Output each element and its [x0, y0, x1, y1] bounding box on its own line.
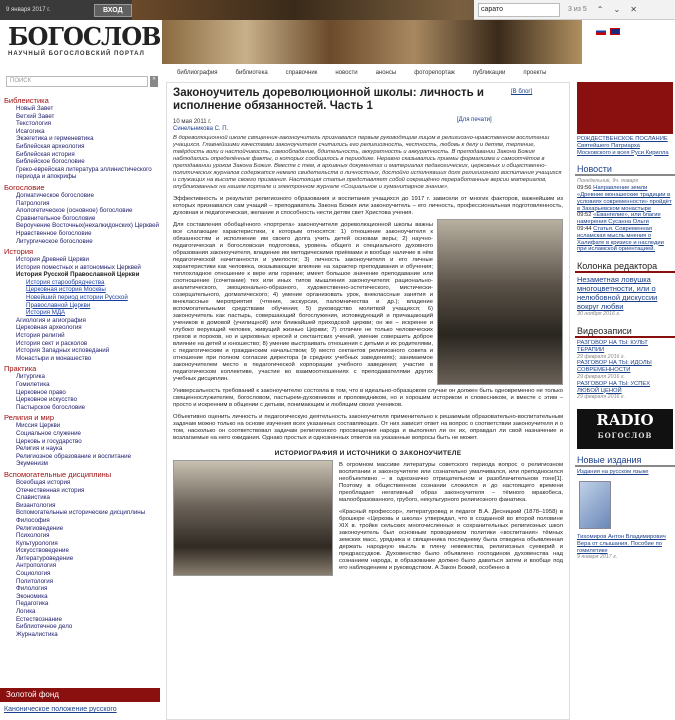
sidebar-item[interactable]: Экономика: [16, 592, 48, 600]
search-button[interactable]: »: [150, 76, 158, 87]
nav-item[interactable]: библиотека: [235, 70, 268, 76]
video-list: [575, 338, 675, 403]
sidebar-item[interactable]: Апологетическое (основное) богословие: [16, 207, 133, 215]
sidebar-item[interactable]: Всеобщая история: [16, 478, 71, 486]
find-close-icon[interactable]: ✕: [630, 5, 637, 14]
site-header: [0, 20, 675, 64]
sidebar-item[interactable]: Библейская археология: [16, 142, 85, 150]
sidebar-item[interactable]: Византология: [16, 501, 56, 509]
video-link[interactable]: РАЗГОВОР НА ТЫ: УСПЕХ ЛЮБОЙ ЦЕНОЙ: [577, 380, 651, 394]
sidebar-item[interactable]: Религия и наука: [16, 445, 63, 453]
article-paragraph: Для составления обобщённого «портрета» законоучителя дореволюционной школы важны все слагающие характеристики, к которым относятся: 1) отношение законоучителя к обязанностям и исполнение им своего долга учить детей основам веры; 2) научно-педагогическая и богословская подготовка, уровень общего и специального духовного образования законоучителя, владение им методическими приёмами и вообще наличие в нём педагогической начитанности и умелости; 3) личность законоучителя и его личные характеристики как человека, оказывающие влияние на характер преподавания и обучения; теплохладное отношение к вере или горение; имеет большое значение преподавание или соотношение (сочетание) тех или иных типов мышления законоучителя: рационально-аналитического, эмоционально-образного, художественно-эстетического, мистически-созерцательного, догматического; 4) умение организовать урок, внеклассные занятия и внеклассные мероприятия (чтения, экскурсии, паломничества и др.); владение вспомогательными средствами обучения; 5) руководство молитвой учащихся; 6) законоучитель как пастырь, совершающий богослужения, исповедующий и причащающий учеников в домовой (училищной) или ближайшей приходской церкви; он же – искренне и глубоко верующий человек, живущий жизнью Церкви; 7) отличие не только человеческих грехов и пороков, но и церковных ересей и сектантских учений, умение совершить доброе влияние на детей и юношество; 8) умение выстраивать отношения с детьми и их родителями, с педагогическим и гражданским начальством; 9) место сектантов религиозного совета и отношение при полном согласии директора (в средних учебных заведениях); занимаемое законоучителем место в педагогической корпорации учебного заведения; участие в педагогическом коллективе, участие во взаимоотношениях с преподавателями других учебных дисциплин.: [173, 222, 433, 382]
find-down-icon[interactable]: ⌄: [613, 5, 621, 14]
editor-column-list: [575, 273, 675, 320]
patriarch-photo[interactable]: [577, 82, 673, 134]
video-date: 29 февраля 2016 г.: [577, 353, 626, 360]
news-link[interactable]: Направление земли «Древние монашеские традиции в условиях современности» пройдёт в Захарьевском монастыре: [577, 185, 672, 212]
sidebar-item[interactable]: Нравственное богословие: [16, 229, 92, 237]
video-link[interactable]: РАЗГОВОР НА ТЫ: ИДОЛЫ СОВРЕМЕННОСТИ: [577, 360, 652, 374]
book-date: 9 января 2017 г.: [577, 554, 618, 561]
sidebar-section-heading[interactable]: Вспомогательные дисциплины: [4, 469, 112, 479]
nav-item[interactable]: библиография: [177, 70, 218, 76]
sidebar-subitem[interactable]: Церковная история Москвы: [26, 286, 106, 294]
sidebar-item[interactable]: Литургическое богословие: [16, 237, 93, 245]
sidebar-item[interactable]: Вспомогательные исторические дисциплины: [16, 509, 146, 517]
article-paragraph: «Красный профессор», литературовед и педагог В.А. Десницкий (1878–1958) в брошюре «Церковь и школа» утверждал, что в созданной во второй половине XIX в. тройке сельских многочисленных и сохранительных религиозных школ законоучитель был основным проводником политики «воспитания» тёмных земских масс, урядника и священника последнему была отведена объявленная держать народную мысль в плену невежества, религиозных суеверий и предрассудков. Духовенство было объявлено господином духовенства над сознанием народа, в образование должно было даваться затем и вообще под его наблюдением и руководством. А Закон Божий, особенно в: [339, 509, 563, 571]
blog-link[interactable]: [В блог]: [511, 89, 533, 95]
current-date: 9 января 2017 г.: [6, 7, 51, 13]
sidebar-item[interactable]: Сравнительное богословие: [16, 214, 96, 222]
sidebar-item[interactable]: Церковное право: [16, 388, 66, 396]
sidebar-item[interactable]: Вероучение Восточных(нехалкидонских) Церквей: [16, 222, 159, 230]
column-link[interactable]: Незаметная ловушка многоцветности, или о нелюбовной дискуссии вокруг любви: [577, 275, 658, 312]
sidebar-item[interactable]: Агиология и агиография: [16, 316, 86, 324]
article-paragraph: Эффективность и результат религиозного образования и воспитания учащихся до 1917 г. зависели от многих факторов, важнейшим из которых признавался сам учащий – преподаватель Закона Божия или законоучитель – его личность, профессиональная подготовленность, духовная и педагогическая, желание и способность нести детям свет Христова учения.: [173, 196, 563, 216]
nav-item[interactable]: проекты: [523, 70, 547, 76]
nav-item[interactable]: анонсы: [375, 70, 397, 76]
sidebar-item[interactable]: Догматическое богословие: [16, 191, 94, 199]
login-button[interactable]: ВХОД: [94, 4, 132, 17]
sidebar-item[interactable]: Психология: [16, 532, 50, 540]
sidebar-section-heading[interactable]: Религия и мир: [4, 413, 55, 423]
sidebar-item[interactable]: Отечественная история: [16, 486, 85, 494]
site-tagline: НАУЧНЫЙ БОГОСЛОВСКИЙ ПОРТАЛ: [8, 51, 145, 57]
section-heading: ИСТОРИОГРАФИЯ И ИСТОЧНИКИ О ЗАКОНОУЧИТЕЛЕ: [274, 450, 462, 457]
browser-find-bar: [474, 0, 675, 20]
book-cover-image[interactable]: [579, 481, 611, 529]
new-editions-heading[interactable]: Новые издания: [575, 455, 675, 467]
sidebar-item[interactable]: Ветхий Завет: [16, 112, 55, 120]
find-up-icon[interactable]: ⌃: [596, 5, 604, 14]
news-time: 09:52: [577, 212, 592, 219]
site-logo[interactable]: БОГОСЛОВ: [8, 22, 161, 51]
nav-item[interactable]: публикации: [472, 70, 506, 76]
videos-heading[interactable]: Видеозаписи: [575, 326, 675, 338]
patriarch-message-link[interactable]: РОЖДЕСТВЕНСКОЕ ПОСЛАНИЕ Святейшего Патриарха Московского и всея Руси Кирилла: [577, 136, 669, 156]
sidebar-item[interactable]: Религиоведение: [16, 524, 64, 532]
video-date: 29 февраля 2016 г.: [577, 394, 626, 401]
search-input[interactable]: ПОИСК: [6, 76, 148, 87]
sidebar-item[interactable]: История поместных и автономных Церквей: [16, 263, 141, 271]
sidebar-item[interactable]: Текстология: [16, 120, 51, 128]
sidebar-item[interactable]: Литературоведение: [16, 554, 74, 562]
sidebar-subitem[interactable]: История старообрядчества: [26, 278, 105, 286]
sidebar-section-heading[interactable]: История: [4, 247, 34, 257]
header-banner-image: [162, 20, 582, 64]
sidebar-item[interactable]: Библейская история: [16, 150, 75, 158]
news-date: Понедельник, 9ч. января: [577, 178, 639, 185]
find-input[interactable]: сарато: [478, 3, 560, 17]
radio-banner[interactable]: RADIO БОГОСЛОВ: [577, 409, 673, 449]
nav-item[interactable]: новости: [335, 70, 358, 76]
sidebar-item[interactable]: Культурология: [16, 539, 58, 547]
sidebar-item[interactable]: Миссия Церкви: [16, 422, 61, 430]
news-link[interactable]: «Евангелие», или благие намерения Сусанна Ольги: [577, 212, 661, 226]
news-heading[interactable]: Новости: [575, 164, 675, 176]
sidebar-item[interactable]: Политология: [16, 577, 54, 585]
news-list: [575, 176, 675, 255]
sidebar-item[interactable]: Антропология: [16, 562, 57, 570]
sidebar-item[interactable]: Славистика: [16, 494, 50, 502]
video-link[interactable]: РАЗГОВОР НА ТЫ: КУЛЬТ ТЕРАПИИ: [577, 339, 648, 353]
sidebar-item[interactable]: Исагогика: [16, 127, 45, 135]
historical-photo-image: [173, 460, 333, 576]
sidebar-item[interactable]: Гомилетика: [16, 381, 50, 388]
sidebar-item[interactable]: Социология: [16, 570, 51, 578]
sidebar-item[interactable]: Социальное служение: [16, 429, 81, 437]
news-link[interactable]: Статья. Современная исламская мысль мнения о Халифате в кризисе и наследии при исламской ориентацией.: [577, 225, 664, 253]
sidebar-item-active[interactable]: История Русской Православной Церкви: [16, 271, 140, 279]
article-abstract: В дореволюционной школе священник-законоучитель признавался первым руководящим лицом в религиозно-нравственном воспитании учащихся. Главнейшими качествами законоучителя считались его религиозность, честность, любовь к делу и детям, терпение, твёрдость воли и настойчивость, самообладание, бдительность, аккуратность и аккуратность. В преподавании Закона Божия наблюдались определённые факты, о которых сообщалось в периодике. Неравно сказывались приемы формализма и самоотчётов в преподавании уроков Закона Божия. Вместе с тем, в архивных документах и материалах педагогических, церковных и общественно-политических журналов содержатся немало свидетельств о личностных, достойно исполнявших долг религиозного воспитания учащихся и служащих на высоте своего призвания. Настоящая статья представляет собой сокращённо переработанные версии материалов, опубликованных на нашем портале и электронном журнале «Социальное и гуманитарное знание».: [173, 135, 562, 190]
column-date: 30 ноября 2016 г.: [577, 311, 621, 318]
sidebar-item[interactable]: Литургика: [16, 373, 45, 381]
sidebar-section-heading[interactable]: Библеистика: [4, 96, 49, 105]
sidebar-item[interactable]: Искусствоведение: [16, 547, 69, 555]
sidebar: [4, 94, 160, 684]
article-author[interactable]: Синельникова С. П.: [173, 126, 229, 132]
sidebar-item[interactable]: Экуменизм: [16, 460, 48, 468]
sidebar-section-heading[interactable]: Практика: [4, 364, 37, 374]
priest-portrait-image: [437, 219, 563, 385]
nav-item[interactable]: фоторепортаж: [414, 70, 455, 76]
sidebar-item[interactable]: Философия: [16, 516, 50, 524]
gold-fund-heading: Золотой фонд: [0, 688, 160, 702]
article-paragraph: Универсальность требований к законоучителю состояла в том, что в идеально-образцовом случае он должен быть одновременно не только священнослужителем, богословом, пастырем-духовником и проповедником, но и хорошим историком и словесником, и вместе с этим – просто и искренним в общении с детьми, понимающим и любящим своих учеников.: [173, 388, 563, 408]
language-flags: [596, 28, 620, 35]
sidebar-item[interactable]: Монастыри и монашество: [16, 354, 92, 362]
sidebar-subitem[interactable]: История МДА: [26, 309, 66, 317]
article-date: 10 мая 2011 г.: [173, 119, 212, 125]
article-title: Законоучитель дореволюционной школы: личность и исполнение обязанностей. Часть 1: [173, 87, 484, 112]
sidebar-item[interactable]: Пастырское богословие: [16, 403, 86, 411]
sidebar-item[interactable]: История сект и расколов: [16, 339, 88, 347]
book-author[interactable]: Тихомиров Антон Владимирович: [577, 533, 666, 540]
flag-uk-icon[interactable]: [610, 28, 620, 35]
sidebar-item[interactable]: Церковное искусство: [16, 396, 78, 404]
gold-fund-link[interactable]: Каноническое положение русского: [4, 706, 117, 713]
sidebar-item[interactable]: Греко-еврейская литература эллинистического периода и апокрифы: [16, 165, 152, 181]
sidebar-item[interactable]: Библиотечное дело: [16, 623, 73, 631]
sidebar-item[interactable]: Педагогика: [16, 600, 49, 608]
video-date: 29 февраля 2016 г.: [577, 373, 626, 380]
sidebar-item[interactable]: Церковь и государство: [16, 437, 82, 445]
sidebar-item[interactable]: Естествознание: [16, 615, 62, 623]
main-nav: [162, 66, 582, 80]
sidebar-section-heading[interactable]: Богословие: [4, 182, 45, 192]
sidebar-item[interactable]: История Западных исповеданий: [16, 347, 110, 355]
sidebar-item[interactable]: История религий: [16, 332, 65, 340]
editor-column-heading[interactable]: Колонка редактора: [575, 261, 675, 273]
sidebar-item[interactable]: История Древней Церкви: [16, 256, 90, 264]
sidebar-item[interactable]: Патрология: [16, 199, 50, 207]
right-sidebar: [575, 82, 675, 720]
nav-item[interactable]: справочник: [285, 70, 318, 76]
sidebar-item[interactable]: Экзегетика и герменевтика: [16, 135, 94, 143]
news-item: [577, 212, 673, 226]
sidebar-subitem[interactable]: Новейший период истории Русской Православной Церкви: [26, 294, 128, 309]
book-title[interactable]: Вера от слышания. Пособие по гомилетике: [577, 540, 662, 554]
sidebar-item[interactable]: Логика: [16, 608, 36, 616]
article-main: [166, 82, 570, 720]
sidebar-item[interactable]: Новый Завет: [16, 105, 54, 112]
sidebar-item[interactable]: Религиозное образование и воспитание: [16, 452, 132, 460]
news-time: 09:44: [577, 225, 592, 232]
article-paragraph: В огромном массиве литературы советского периода вопрос о религиозном воспитании и законоучителе или сознательно умалчивался, или преподносился необъективно – в однозначно отрицательном и разоблачительном тоне[1]. Поэтому в общественном сознании сложился и до настоящего времени преобладает негативный образ законоучителя – тёмного мракобеса, малообразованного, грубого, некультурного религиозного фанатика.: [339, 462, 563, 503]
sidebar-item[interactable]: Филология: [16, 585, 48, 593]
print-link[interactable]: [Для печати]: [457, 117, 492, 123]
find-count: 3 из 5: [568, 6, 587, 13]
sidebar-item[interactable]: Журналистика: [16, 630, 58, 638]
news-time: 09:56: [577, 185, 592, 192]
flag-russia-icon[interactable]: [596, 28, 606, 35]
news-item: [577, 185, 673, 212]
sidebar-item[interactable]: Библейское богословие: [16, 158, 85, 166]
article-paragraph: Объективно оценить личность и педагогическую деятельность законоучителя применительно к решаемым образовательно-воспитательным задачам можно только на основе изучения всех указанных составляющих. От них зависит ответ на вопрос о соответствии законоучителя и о том, насколько он соответствовал задачам религиозного просвещения народа и выполнял ли он их, оправдал ли свой назначение и возлагаемые на него ожидания. Однако простых и однозначных ответов на указанные вопросы быть не может.: [173, 414, 563, 441]
russian-editions-link[interactable]: Издания на русском языке: [577, 469, 649, 476]
news-item: [577, 226, 673, 253]
sidebar-item[interactable]: Церковная археология: [16, 324, 82, 332]
